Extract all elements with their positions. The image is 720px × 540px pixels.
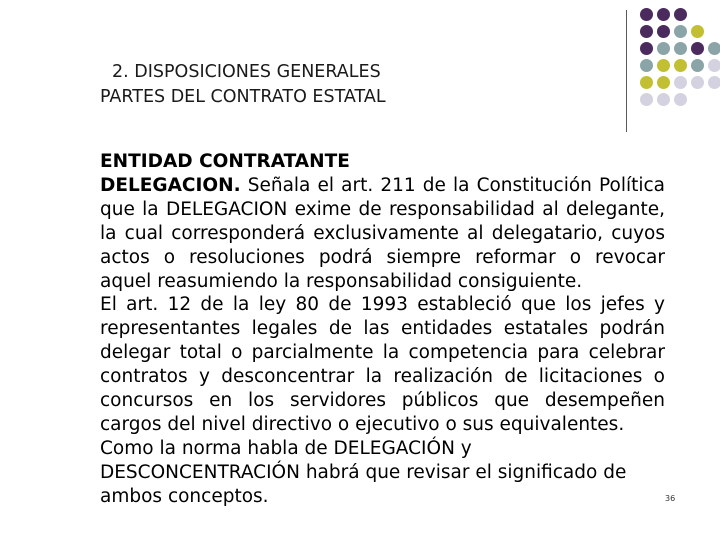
conclusion-rest: DESCONCENTRACIÓN habrá que revisar el significado de ambos conceptos. [100, 461, 627, 507]
decor-dot [657, 8, 670, 21]
decor-dot [657, 42, 670, 55]
vertical-rule [626, 10, 627, 132]
decor-dot [674, 76, 687, 89]
decor-dot [640, 8, 653, 21]
term-delegacion: DELEGACION. [100, 174, 241, 196]
decor-dot [691, 59, 704, 72]
paragraph-delegacion-text: Señala el art. 211 de la Constitución Política que la DELEGACION exime de responsabilidad al delegante, la cual corresponderá exclusivamente al delegatario, cuyos actos o resoluciones podrá siempre reformar o revocar aquel reasumiendo la responsabilidad consiguiente. [100, 174, 665, 292]
decor-dot [640, 93, 653, 106]
decor-dot [640, 76, 653, 89]
decor-dot [657, 76, 670, 89]
decor-dot [640, 59, 653, 72]
decor-dot [708, 42, 720, 55]
decor-dot [708, 59, 720, 72]
decor-dot [674, 42, 687, 55]
decor-dot [674, 8, 687, 21]
decor-dot [708, 76, 720, 89]
decor-dot [657, 59, 670, 72]
decor-dot [691, 25, 704, 38]
decor-dot [674, 93, 687, 106]
slide-title [100, 60, 460, 110]
decor-dot [640, 42, 653, 55]
conclusion-line-1: Como la norma habla de DELEGACIÓN y [100, 437, 472, 459]
decor-dot [674, 59, 687, 72]
title-line-1: 2. DISPOSICIONES GENERALES [112, 62, 381, 82]
section-heading: ENTIDAD CONTRATANTE [100, 151, 350, 172]
decor-dot [657, 25, 670, 38]
decor-dot [691, 42, 704, 55]
paragraph-ley-80: El art. 12 de la ley 80 de 1993 estableció que los jefes y representantes legales de las entidades estatales podrán delegar total o parcialmente la competencia para celebrar contratos y desconcentrar la realización de licitaciones o concursos en los servidores públicos que desempeñen cargos del nivel directivo o ejecutivo o sus equivalentes. [100, 294, 665, 435]
paragraph-conclusion [100, 437, 665, 509]
slide-body [100, 150, 665, 509]
page-number: 36 [665, 494, 676, 503]
decorative-dot-grid [640, 8, 720, 114]
decor-dot [640, 25, 653, 38]
decor-dot [691, 76, 704, 89]
title-line-2: PARTES DEL CONTRATO ESTATAL [100, 87, 386, 107]
decor-dot [674, 25, 687, 38]
decor-dot [657, 93, 670, 106]
paragraph-delegacion [100, 174, 665, 294]
